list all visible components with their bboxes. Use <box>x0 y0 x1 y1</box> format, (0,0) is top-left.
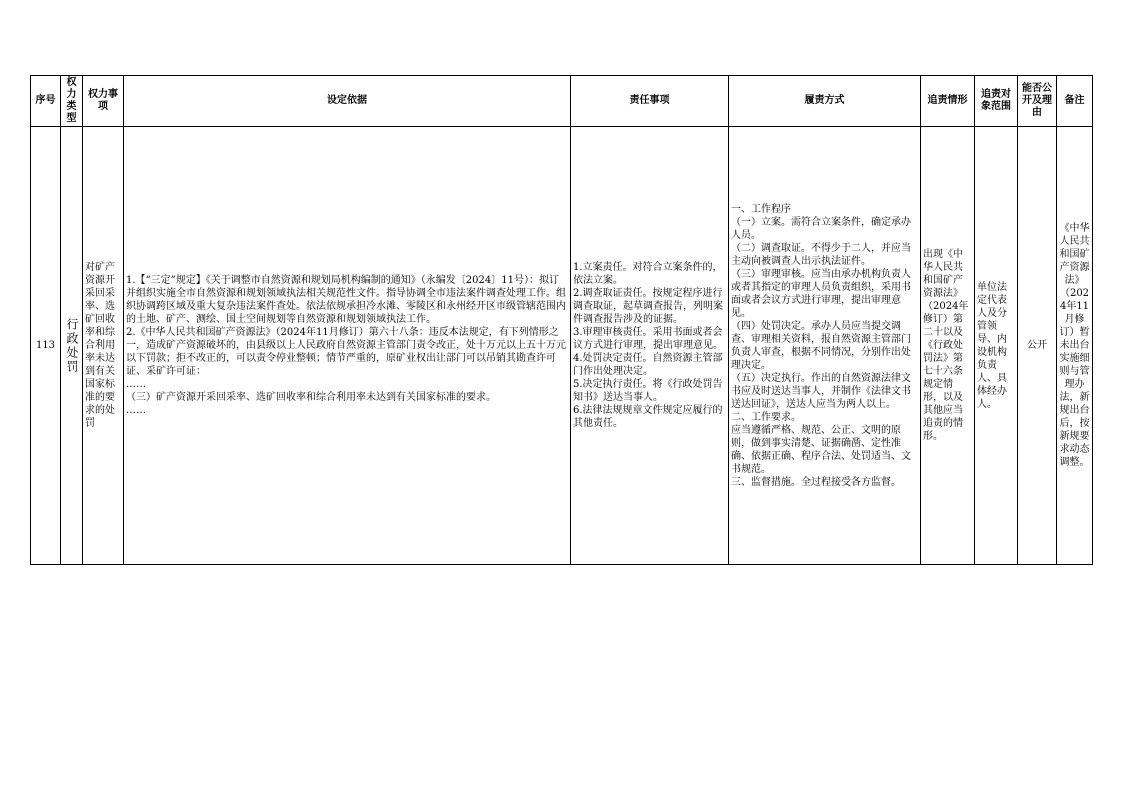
cell-power-item: 对矿产资源开采回采率、选矿回收率和综合利用率未达到有关国家标准的要求的处罚 <box>83 127 124 565</box>
cell-seq: 113 <box>31 127 61 565</box>
header-responsibility: 责任事项 <box>571 76 729 127</box>
cell-account-scope: 单位法定代表人及分管领导、内设机构负责人、具体经办人。 <box>975 127 1018 565</box>
cell-accountability: 出现《中华人民共和国矿产资源法》（2024年修订）第二十以及《行政处罚法》第七十六条规定情形，以及其他应当追责的情形。 <box>921 127 975 565</box>
header-remarks: 备注 <box>1057 76 1093 127</box>
cell-remarks: 《中华人民共和国矿产资源法》（2024年11月修订）暂未出台实施细则与管理办法，新规出台后，按新规要求动态调整。 <box>1057 127 1093 565</box>
table-row <box>31 127 1093 565</box>
header-basis: 设定依据 <box>124 76 571 127</box>
header-account-scope: 追责对象范围 <box>975 76 1018 127</box>
power-list-table <box>30 75 1093 565</box>
header-row <box>31 76 1093 127</box>
header-disclosure: 能否公开及理由 <box>1018 76 1057 127</box>
header-power-item: 权力事项 <box>83 76 124 127</box>
cell-duty-method: 一、工作程序 （一）立案。需符合立案条件，确定承办人员。 （二）调查取证。不得少于二人，并应当主动向被调查人出示执法证件。 （三）审理审核。应当由承办机构负责人或者其指定的审理人员负责组织，采用书面或者会议方式进行审理，提出审理意见。 （四）处罚决定。承办人员应当提交调查、审理相关资料，报自然资源主管部门负责人审查，根据不同情况，分别作出处理决定。 （五）决定执行。作出的自然资源法律文书应及时送达当事人，并制作《法律文书送达回证》，送达人应当为两人以上。 二、工作要求。 应当遵循严格、规范、公正、文明的原则，做到事实清楚、证据确凿、定性准确、依据正确、程序合法、处罚适当、文书规范。 三、监督措施。全过程接受各方监督。 <box>729 127 921 565</box>
header-power-type: 权力类型 <box>61 76 83 127</box>
cell-power-type <box>61 127 83 565</box>
cell-responsibility: 1.立案责任。对符合立案条件的，依法立案。 2.调查取证责任。按规定程序进行调查取证，起草调查报告，列明案件调查报告涉及的证据。 3.审理审核责任。采用书面或者会议方式进行审理，提出审理意见。 4.处罚决定责任。自然资源主管部门作出处理决定。 5.决定执行责任。将《行政处罚告知书》送达当事人。 6.法律法规规章文件规定应履行的其他责任。 <box>571 127 729 565</box>
header-duty-method: 履责方式 <box>729 76 921 127</box>
cell-disclosure: 公开 <box>1018 127 1057 565</box>
header-seq: 序号 <box>31 76 61 127</box>
header-accountability: 追责情形 <box>921 76 975 127</box>
power-type-text: 行政处罚 <box>65 317 79 374</box>
cell-basis: 1.【“三定”规定】《关于调整市自然资源和规划局机构编制的通知》（永编发〔2024〕11号）：拟订并组织实施全市自然资源和规划领域执法相关规范性文件。指导协调全市违法案件调查处理工作。组织协调跨区域及重大复杂违法案件查处。依法依规承担冷水滩、零陵区和永州经开区市级管辖范围内的土地、矿产、测绘、国土空间规划等自然资源和规划领域执法工作。 2.《中华人民共和国矿产资源法》（2024年11月修订）第六十八条：违反本法规定，有下列情形之一，造成矿产资源破坏的，由县级以上人民政府自然资源主管部门责令改正，处十万元以上五十万元以下罚款；拒不改正的，可以责令停业整顿；情节严重的，原矿业权出让部门可以吊销其勘查许可证、采矿许可证： …… （三）矿产资源开采回采率、选矿回收率和综合利用率未达到有关国家标准的要求。 …… <box>124 127 571 565</box>
